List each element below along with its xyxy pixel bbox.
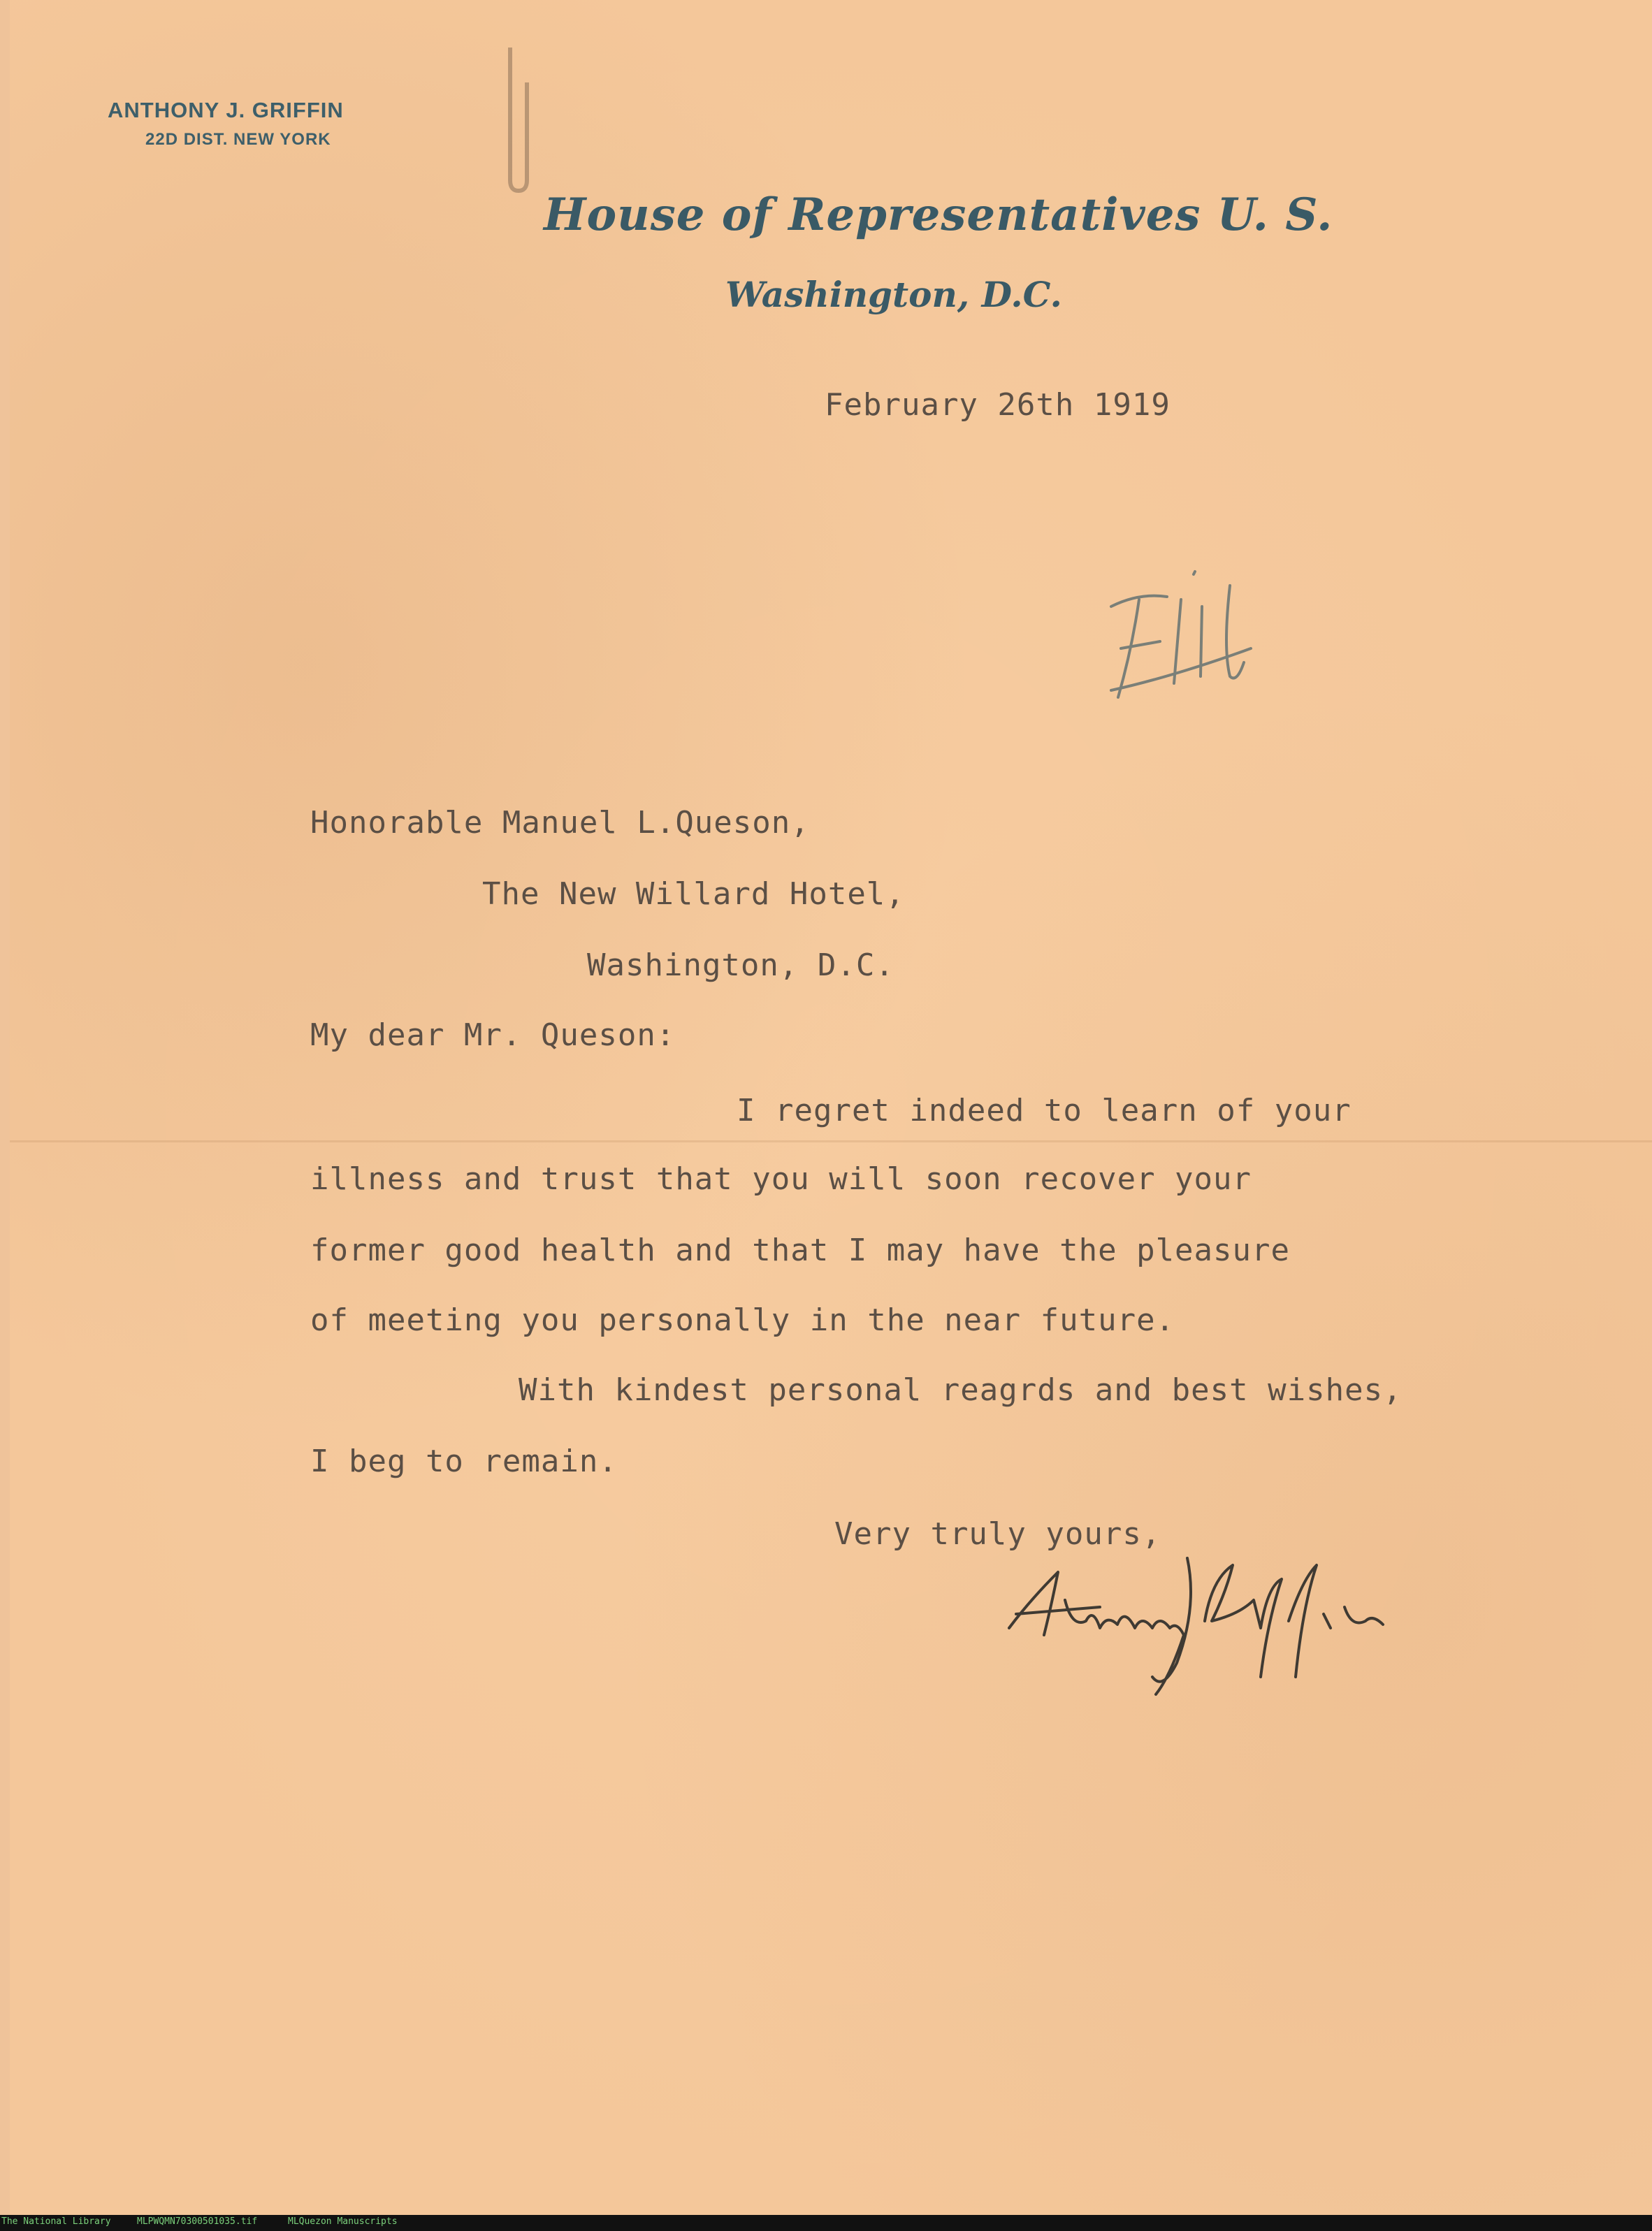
recipient-line: The New Willard Hotel, [482,876,905,912]
footer-library: The National Library [1,2216,111,2227]
paperclip-mark-icon [505,41,532,194]
handwritten-signature [1002,1537,1393,1698]
letterhead-house-title: House of Representatives U. S. [544,189,1333,241]
letter-date: February 26th 1919 [825,387,1171,423]
footer-filename: MLPWQMN70300501035.tif [137,2216,258,2227]
body-line: I beg to remain. [310,1444,618,1479]
closing: Very truly yours, [834,1516,1161,1552]
body-line: illness and trust that you will soon recover your [310,1161,1252,1197]
recipient-line: Honorable Manuel L.Queson, [310,805,810,841]
footer-collection: MLQuezon Manuscripts [288,2216,398,2227]
body-line: former good health and that I may have the pleasure [310,1233,1291,1268]
body-line: I regret indeed to learn of your [737,1093,1352,1128]
letterhead-city: Washington, D.C. [725,274,1062,315]
letterhead-district: 22D DIST. NEW YORK [145,130,331,149]
recipient-line: Washington, D.C. [587,947,894,983]
body-line: With kindest personal reagrds and best wishes, [519,1372,1403,1408]
body-line: of meeting you personally in the near future. [310,1302,1175,1338]
file-annotation-handwritten [1090,544,1258,711]
scan-footer-bar [0,2215,1652,2231]
paper-fold-line [10,1140,1652,1142]
salutation: My dear Mr. Queson: [310,1017,676,1053]
letterhead-name: ANTHONY J. GRIFFIN [108,98,344,122]
